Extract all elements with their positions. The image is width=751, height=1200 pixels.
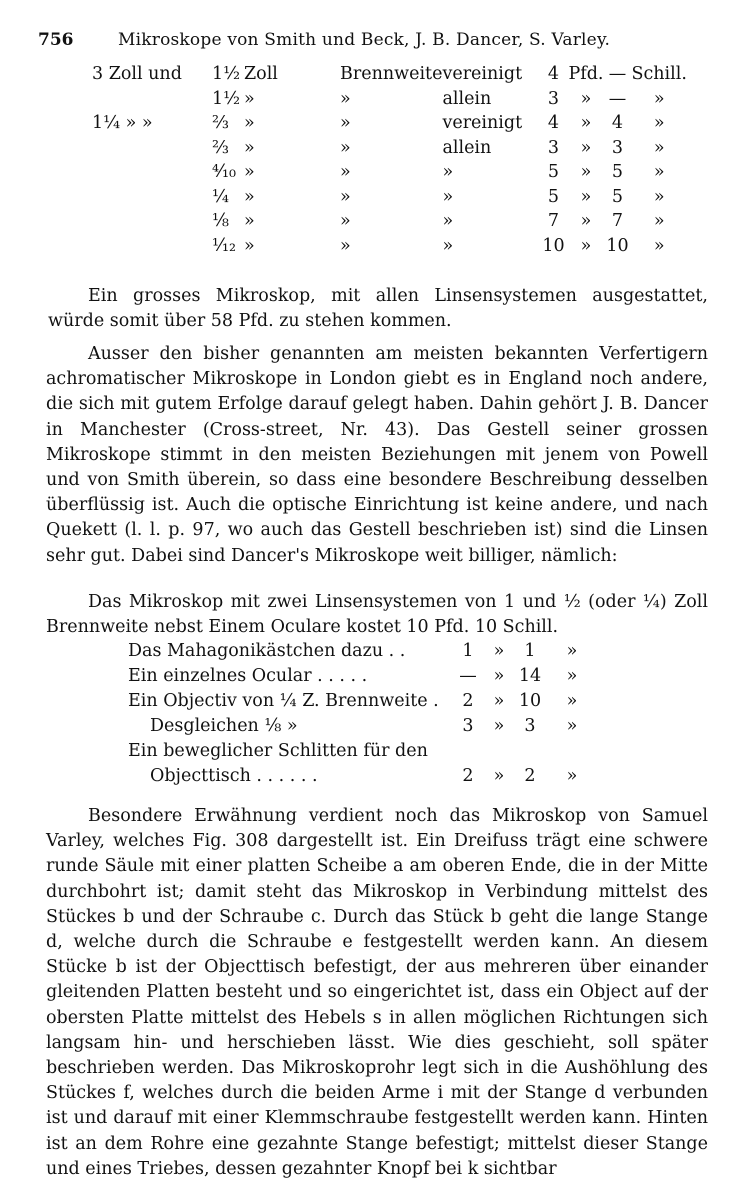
ditto-mark: » xyxy=(566,715,578,736)
paragraph-large-microscope-cost: Ein grosses Mikroskop, mit allen Linsensystemen ausgestattet, würde somit über 58 Pfd. zu stehen kommen. xyxy=(48,286,708,332)
price-cell xyxy=(292,160,340,185)
paragraph-dancer-price: Das Mikroskop mit zwei Linsensystemen von 1 und ½ (oder ¼) Zoll Brennweite nebst Einem Oculare kostet 10 Pfd. 10 Schill. xyxy=(46,592,708,638)
price-cell: Brennweite xyxy=(340,64,443,85)
price-row xyxy=(92,87,687,112)
price-cell: ⁴⁄₁₀ xyxy=(212,162,236,183)
price-cell: 5 xyxy=(611,162,624,183)
accessory-pfd: 2 xyxy=(462,690,474,711)
ditto-mark: » xyxy=(493,690,505,711)
ditto-mark: » xyxy=(566,690,578,711)
price-cell xyxy=(292,111,340,136)
price-cell: ⅛ xyxy=(212,211,229,232)
paragraph-varley-microscope: Besondere Erwähnung verdient noch das Mikroskop von Samuel Varley, welches Fig. 308 dargestellt ist. Ein Dreifuss trägt eine schwere runde Säule mit einer platten Scheibe a am oberen Ende, die in der Mitte durchbohrt ist; damit steht das Mikroskop in Verbindung mittelst des Stückes b und der Schraube c. Durch das Stück b geht die lange Stange d, welche durch die Schraube e festgestellt werden kann. An diesem Stücke b ist der Objecttisch befestigt, der aus mehreren über einander gleitenden Platten besteht und so eingerichtet ist, dass ein Object auf der obersten Platte mittelst des Hebels s in allen möglichen Richtungen sich langsam hin- und herschieben lässt. Wie dies geschieht, soll später beschrieben werden. Das Mikroskoprohr legt sich in die Aushöhlung des Stückes f, welches durch die beiden Arme i mit der Stange d verbunden ist und darauf mit einer Klemmschraube festgestellt werden kann. Hinten ist an dem Rohre eine gezahnte Stange befestigt; mittelst dieser Stange und eines Triebes, dessen gezahnter Knopf bei k sichtbar xyxy=(46,806,708,1179)
price-row xyxy=(92,111,687,136)
price-cell: » xyxy=(653,235,665,256)
price-cell: 7 xyxy=(547,211,560,232)
price-cell: allein xyxy=(442,88,492,109)
running-header xyxy=(38,30,711,54)
price-cell xyxy=(292,209,340,234)
price-cell: » xyxy=(580,137,592,158)
price-row xyxy=(92,62,687,87)
price-row xyxy=(92,209,687,234)
accessory-label: Desgleichen ⅛ » xyxy=(150,715,298,736)
price-cell: » xyxy=(244,113,255,134)
accessory-pfd: 2 xyxy=(462,765,474,786)
accessory-row xyxy=(128,738,592,763)
ditto-mark: » xyxy=(493,640,505,661)
price-cell: » xyxy=(580,88,592,109)
price-cell: » xyxy=(340,186,351,207)
accessory-row xyxy=(128,713,592,738)
accessory-price-list xyxy=(128,638,592,788)
ditto-mark xyxy=(490,738,508,763)
accessory-label: Objecttisch . . . . . . xyxy=(150,765,318,786)
price-cell: » xyxy=(580,211,592,232)
accessory-schill: 3 xyxy=(524,715,536,736)
price-cell: » xyxy=(244,186,255,207)
price-cell: 3 Zoll und xyxy=(92,64,182,85)
price-cell: » xyxy=(580,113,592,134)
accessory-schill: 2 xyxy=(524,765,536,786)
price-cell xyxy=(92,136,212,161)
price-cell: ⅔ xyxy=(212,137,229,158)
accessory-row xyxy=(128,638,592,663)
price-cell: » xyxy=(442,186,454,207)
accessory-label: Ein Objectiv von ¼ Z. Brennweite . xyxy=(128,690,439,711)
price-cell xyxy=(92,160,212,185)
price-cell: » xyxy=(340,235,351,256)
price-cell xyxy=(92,87,212,112)
lens-price-table xyxy=(92,62,687,258)
price-row xyxy=(92,234,687,259)
price-cell: 3 xyxy=(547,88,560,109)
price-cell xyxy=(292,234,340,259)
price-cell: » xyxy=(244,88,255,109)
ditto-mark: » xyxy=(493,715,505,736)
price-cell: » xyxy=(653,211,665,232)
price-cell: » xyxy=(442,162,454,183)
price-cell: » xyxy=(244,235,255,256)
price-cell: — xyxy=(608,64,627,85)
ditto-mark: » xyxy=(566,640,578,661)
price-cell: Zoll xyxy=(244,64,278,85)
price-row xyxy=(92,160,687,185)
price-cell: 1½ xyxy=(212,64,241,85)
price-cell: » xyxy=(653,113,665,134)
price-cell xyxy=(92,234,212,259)
price-cell: 3 xyxy=(611,137,624,158)
price-cell: » xyxy=(340,113,351,134)
price-cell: vereinigt xyxy=(442,113,523,134)
price-cell: 4 xyxy=(611,113,624,134)
price-cell: » xyxy=(653,186,665,207)
price-cell: » xyxy=(653,88,665,109)
accessory-row xyxy=(128,663,592,688)
paragraph-dancer-intro: Ausser den bisher genannten am meisten bekannten Verfertigern achromatischer Mikroskope in London giebt es in England noch andere, die sich mit gutem Erfolge darauf gelegt haben. Dahin gehört J. B. Dancer in Manchester (Cross-street, Nr. 43). Das Gestell seiner grossen Mikroskope stimmt in den meisten Beziehungen mit jenem von Powell und von Smith überein, so dass eine besondere Beschreibung desselben überflüssig ist. Auch die optische Einrichtung ist keine andere, und nach Quekett (l. l. p. 97, wo auch das Gestell beschrieben ist) sind die Linsen sehr gut. Dabei sind Dancer's Mikroskope weit billiger, nämlich: xyxy=(46,344,708,566)
ditto-mark: » xyxy=(566,765,578,786)
price-cell xyxy=(292,136,340,161)
accessory-label: Ein einzelnes Ocular . . . . . xyxy=(128,665,368,686)
price-cell: 1¼ » » xyxy=(92,113,153,134)
ditto-mark: » xyxy=(493,665,505,686)
ditto-mark: » xyxy=(493,765,505,786)
price-cell xyxy=(92,209,212,234)
accessory-schill: 14 xyxy=(518,665,542,686)
price-cell: 1½ xyxy=(212,88,241,109)
accessory-schill: 10 xyxy=(518,690,542,711)
price-cell xyxy=(92,185,212,210)
accessory-schill xyxy=(508,738,552,763)
accessory-pfd: — xyxy=(459,665,477,686)
price-cell: » xyxy=(442,235,454,256)
price-cell: » xyxy=(580,186,592,207)
price-cell: » xyxy=(340,211,351,232)
accessory-label: Ein beweglicher Schlitten für den xyxy=(128,740,428,761)
price-cell: 4 xyxy=(547,113,560,134)
price-cell: ¼ xyxy=(212,186,229,207)
price-cell: 5 xyxy=(547,186,560,207)
price-cell: 10 xyxy=(542,235,565,256)
price-cell: » xyxy=(653,137,665,158)
price-cell xyxy=(292,62,340,87)
ditto-mark: » xyxy=(566,665,578,686)
ditto-mark xyxy=(552,738,592,763)
price-cell xyxy=(292,87,340,112)
accessory-row xyxy=(128,763,592,788)
price-cell: — xyxy=(608,88,627,109)
price-cell: » xyxy=(580,162,592,183)
accessory-schill: 1 xyxy=(524,640,536,661)
accessory-pfd xyxy=(446,738,490,763)
price-cell: » xyxy=(653,162,665,183)
price-cell: » xyxy=(244,137,255,158)
accessory-pfd: 1 xyxy=(462,640,474,661)
accessory-pfd: 3 xyxy=(462,715,474,736)
price-cell: 4 xyxy=(547,64,560,85)
price-row xyxy=(92,185,687,210)
price-cell: 5 xyxy=(547,162,560,183)
price-cell: » xyxy=(340,137,351,158)
price-cell xyxy=(292,185,340,210)
price-cell: Pfd. xyxy=(568,64,604,85)
price-cell: » xyxy=(244,162,255,183)
price-cell: » xyxy=(244,211,255,232)
accessory-row xyxy=(128,688,592,713)
price-cell: 7 xyxy=(611,211,624,232)
accessory-label: Das Mahagonikästchen dazu . . xyxy=(128,640,406,661)
price-cell: 3 xyxy=(547,137,560,158)
price-cell: » xyxy=(580,235,592,256)
price-row xyxy=(92,136,687,161)
price-cell: ⅔ xyxy=(212,113,229,134)
price-cell: 5 xyxy=(611,186,624,207)
page-number: 756 xyxy=(38,30,74,50)
price-cell: » xyxy=(442,211,454,232)
price-cell: 10 xyxy=(606,235,629,256)
price-cell: » xyxy=(340,162,351,183)
price-cell: allein xyxy=(442,137,492,158)
price-cell: Schill. xyxy=(631,64,687,85)
running-title: Mikroskope von Smith und Beck, J. B. Dancer, S. Varley. xyxy=(118,30,611,50)
price-cell: » xyxy=(340,88,351,109)
price-cell: ¹⁄₁₂ xyxy=(212,235,236,256)
price-cell: vereinigt xyxy=(442,64,523,85)
